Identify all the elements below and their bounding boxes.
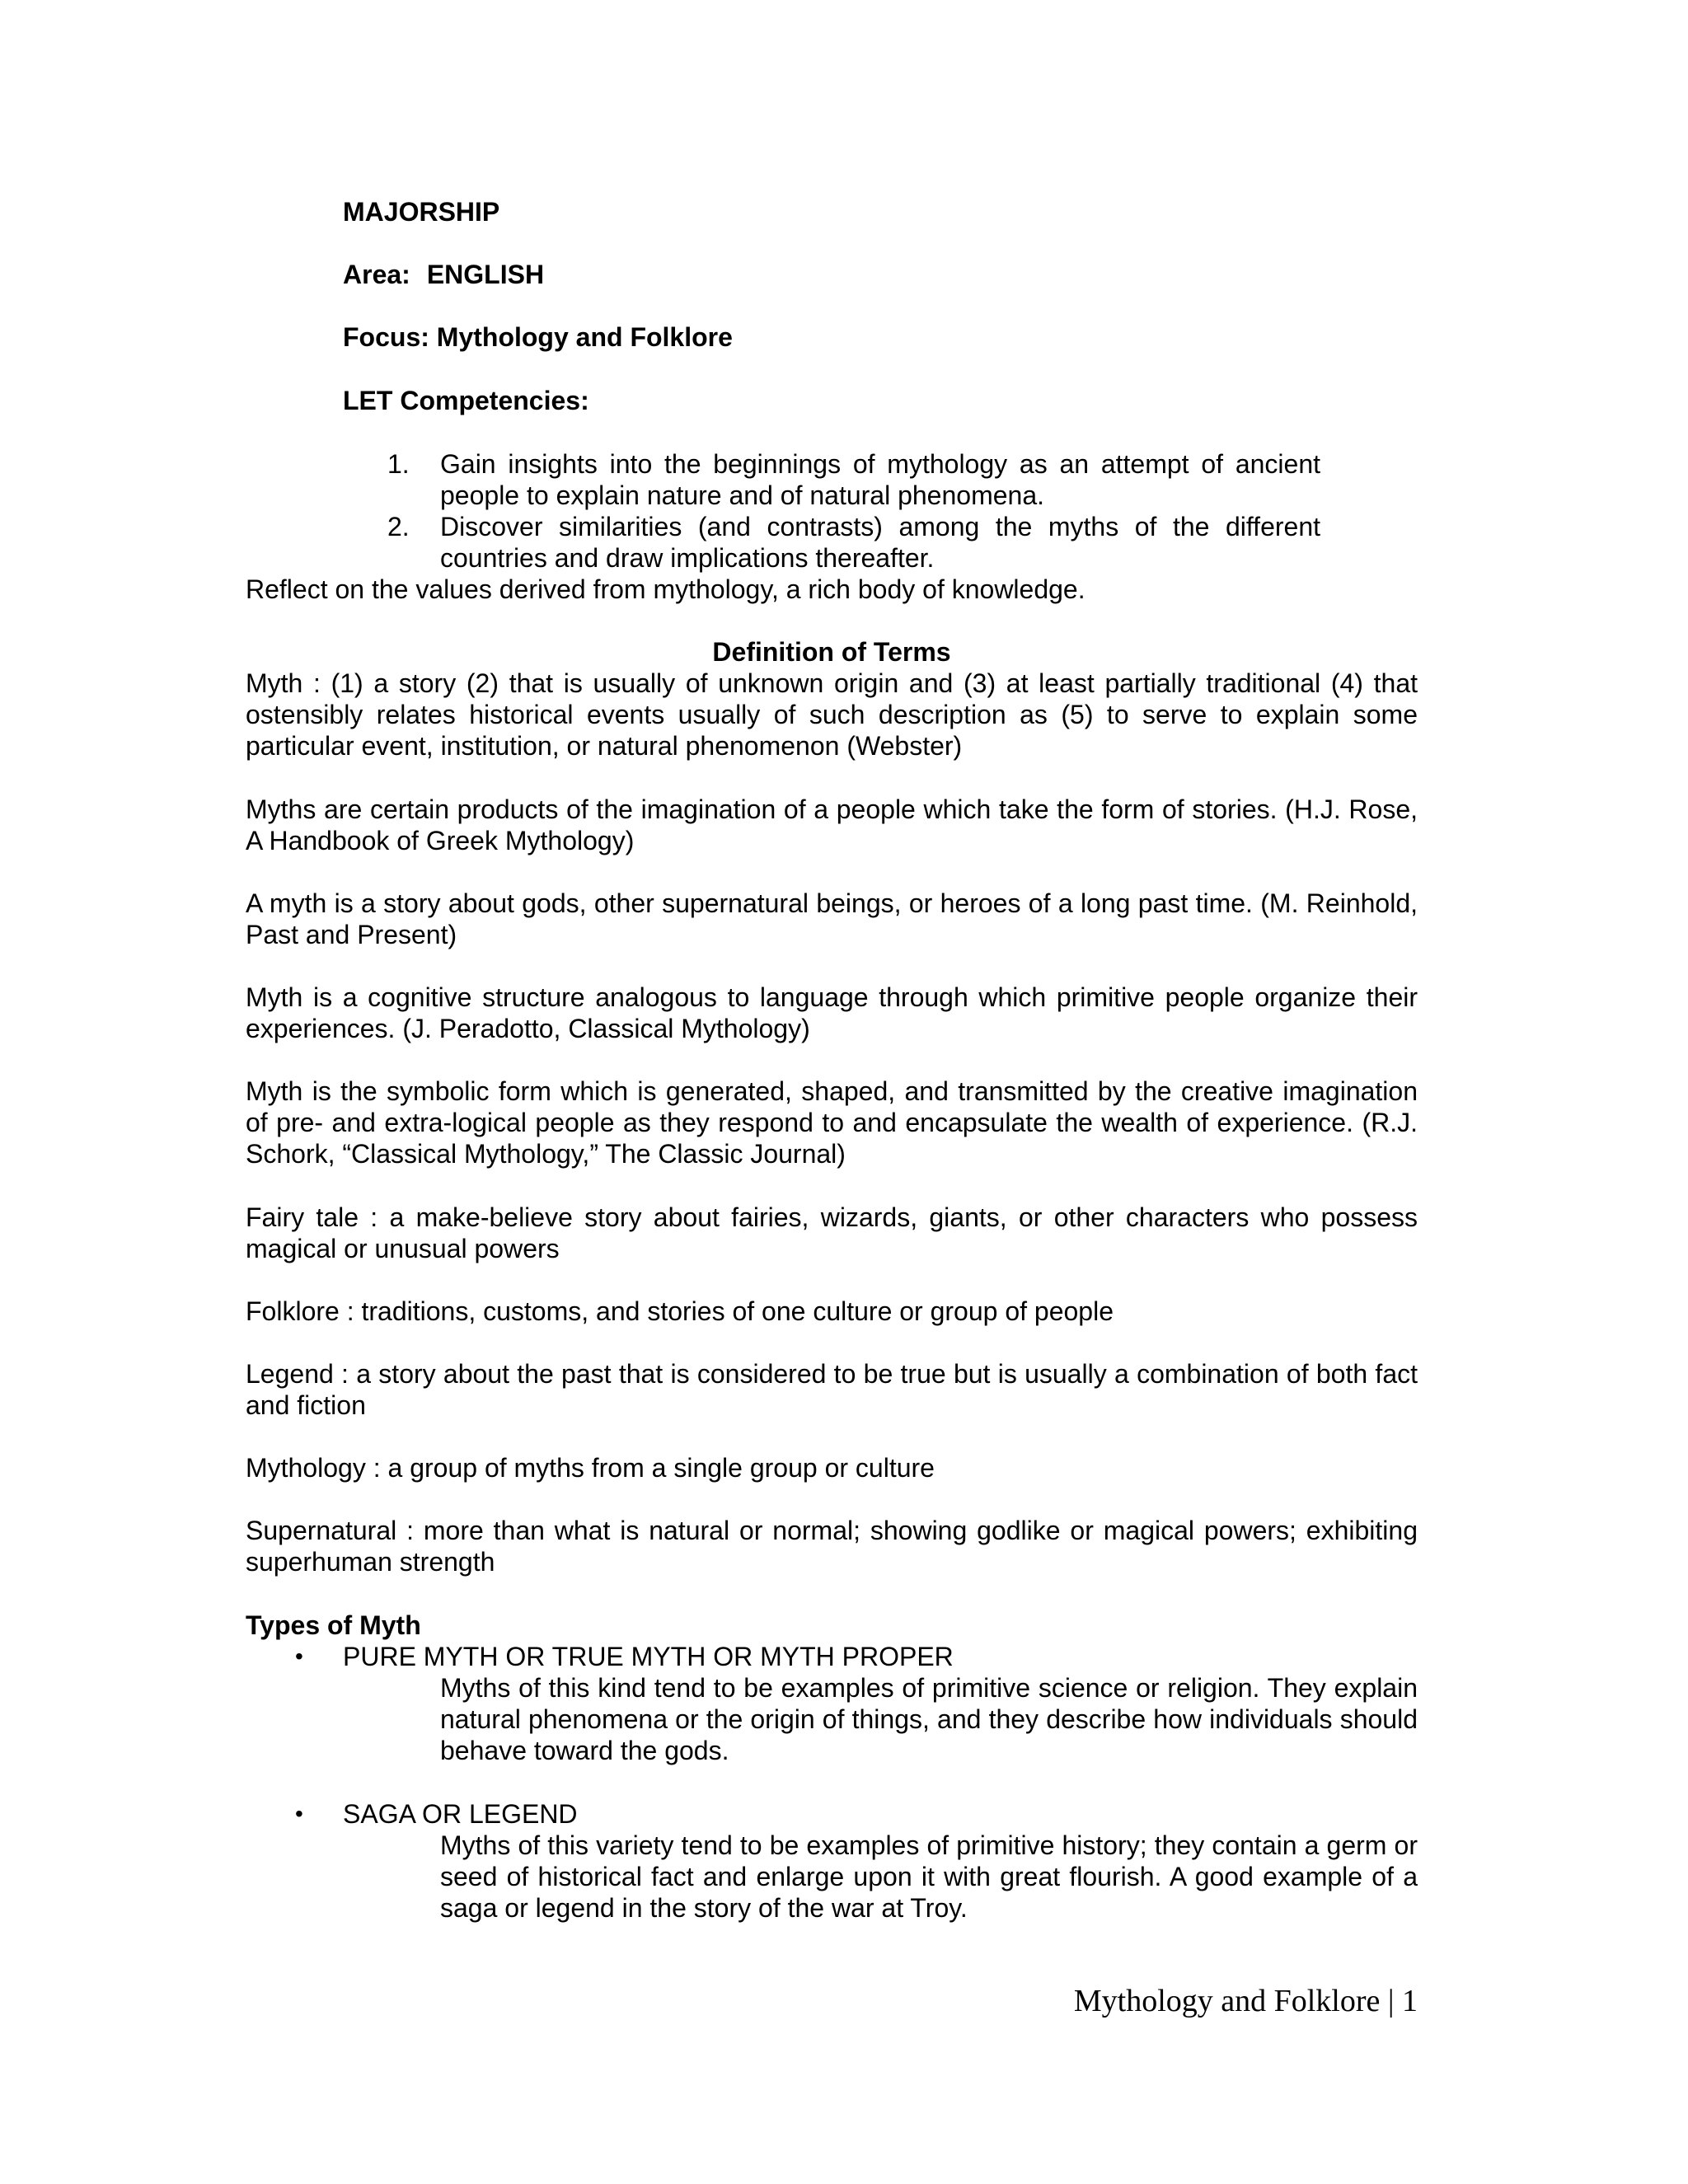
definition-legend: Legend : a story about the past that is considered to be true but is usually a combination of both fact and fiction	[246, 1359, 1418, 1420]
definition-myth-schork: Myth is the symbolic form which is generated, shaped, and transmitted by the creative imagination of pre- and extra-logical people as they respond to and encapsulate the wealth of experience. (R.J. Schork, “Classical Mythology,” The Classic Journal)	[246, 1076, 1418, 1169]
type-item	[295, 1641, 1418, 1766]
type-description: Myths of this kind tend to be examples of primitive science or religion. They explain natural phenomena or the origin of things, and they describe how individuals should behave toward the gods.	[440, 1673, 1418, 1765]
area-value: ENGLISH	[426, 260, 545, 289]
definition-fairy-tale: Fairy tale : a make-believe story about fairies, wizards, giants, or other characters who possess magical or unusual powers	[246, 1202, 1418, 1263]
competency-number: 1.	[387, 449, 410, 479]
type-item	[295, 1798, 1418, 1924]
competency-number: 2.	[387, 512, 410, 541]
competency-item	[387, 448, 1320, 511]
competency-text: Discover similarities (and contrasts) among the myths of the different countries and draw implications thereafter.	[440, 512, 1320, 573]
page-footer: Mythology and Folklore | 1	[1073, 1984, 1418, 2018]
definition-myth-rose: Myths are certain products of the imagination of a people which take the form of stories. (H.J. Rose, A Handbook of Greek Mythology)	[246, 794, 1418, 855]
bullet-icon: •	[295, 1643, 303, 1669]
definition-folklore: Folklore : traditions, customs, and stories of one culture or group of people	[246, 1296, 1114, 1326]
definitions-title: Definition of Terms	[712, 637, 951, 667]
type-name: PURE MYTH OR TRUE MYTH OR MYTH PROPER	[343, 1642, 954, 1671]
competency-text: Gain insights into the beginnings of mythology as an attempt of ancient people to explain nature and of natural phenomena.	[440, 449, 1320, 510]
competencies-list	[387, 448, 1320, 574]
competencies-label: LET Competencies:	[343, 386, 589, 415]
area-label: Area:	[343, 260, 410, 289]
competency-item	[387, 511, 1320, 574]
bullet-icon: •	[295, 1801, 303, 1826]
definition-myth-reinhold: A myth is a story about gods, other supernatural beings, or heroes of a long past time. (M. Reinhold, Past and Present)	[246, 888, 1418, 949]
definition-supernatural: Supernatural : more than what is natural or normal; showing godlike or magical powers; exhibiting superhuman strength	[246, 1516, 1418, 1577]
definition-myth-webster: Myth : (1) a story (2) that is usually of unknown origin and (3) at least partially traditional (4) that ostensibly relates historical events usually of such description as (5) to serve to explain some particular event, institution, or natural phenomenon (Webster)	[246, 668, 1418, 761]
definition-mythology: Mythology : a group of myths from a single group or culture	[246, 1453, 935, 1483]
definition-myth-peradotto: Myth is a cognitive structure analogous to language through which primitive people organize their experiences. (J. Peradotto, Classical Mythology)	[246, 982, 1418, 1043]
focus-line: Focus: Mythology and Folklore	[343, 322, 733, 352]
type-name: SAGA OR LEGEND	[343, 1799, 578, 1829]
type-description: Myths of this variety tend to be examples of primitive history; they contain a germ or seed of historical fact and enlarge upon it with great flourish. A good example of a saga or legend in the story of the war at Troy.	[440, 1830, 1418, 1923]
area-line	[343, 259, 544, 290]
majorship-heading: MAJORSHIP	[343, 197, 500, 227]
reflect-line: Reflect on the values derived from mythology, a rich body of knowledge.	[246, 574, 1085, 604]
types-title: Types of Myth	[246, 1610, 421, 1640]
